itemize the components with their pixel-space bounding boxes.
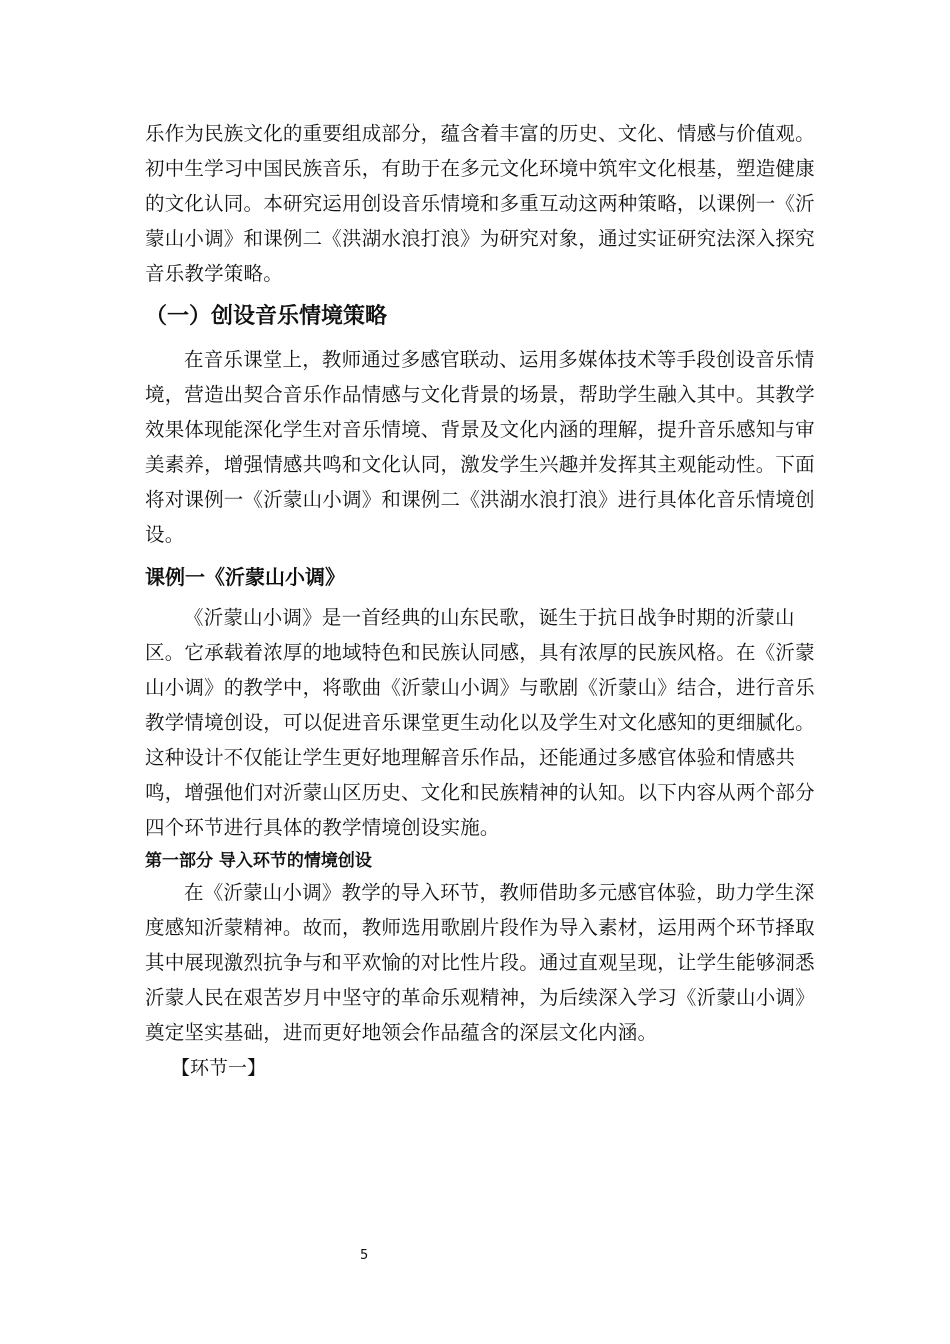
case1-line-3: 山小调》的教学中，将歌曲《沂蒙山小调》与歌剧《沂蒙山》结合，进行音乐 — [145, 676, 815, 699]
section1-line-1: 在音乐课堂上，教师通过多感官联动、运用多媒体技术等手段创设音乐情 — [184, 348, 815, 371]
part1-line-3: 其中展现激烈抗争与和平欢愉的对比性片段。通过直观呈现，让学生能够洞悉 — [145, 951, 815, 974]
intro-line-2: 初中生学习中国民族音乐，有助于在多元文化环境中筑牢文化根基，塑造健康 — [145, 157, 815, 180]
page-number: 5 — [360, 1248, 369, 1263]
case1-line-1: 《沂蒙山小调》是一首经典的山东民歌，诞生于抗日战争时期的沂蒙山 — [184, 606, 795, 629]
section1-line-4: 美素养，增强情感共鸣和文化认同，激发学生兴趣并发挥其主观能动性。下面 — [145, 453, 815, 476]
case1-line-5: 这种设计不仅能让学生更好地理解音乐作品，还能通过多感官体验和情感共 — [145, 746, 796, 769]
case1-heading: 课例一《沂蒙山小调》 — [145, 565, 345, 589]
case1-line-7: 四个环节进行具体的教学情境创设实施。 — [145, 816, 500, 839]
intro-line-4: 蒙山小调》和课例二《洪湖水浪打浪》为研究对象，通过实证研究法深入探究 — [145, 227, 815, 250]
part1-line-4: 沂蒙人民在艰苦岁月中坚守的革命乐观精神，为后续深入学习《沂蒙山小调》 — [145, 986, 815, 1009]
case1-line-2: 区。它承载着浓厚的地域特色和民族认同感，具有浓厚的民族风格。在《沂蒙 — [145, 641, 815, 664]
case1-line-6: 鸣，增强他们对沂蒙山区历史、文化和民族精神的认知。以下内容从两个部分 — [145, 781, 815, 804]
part1-line-5: 奠定坚实基础，进而更好地领会作品蕴含的深层文化内涵。 — [145, 1021, 658, 1044]
part1-line-2: 度感知沂蒙精神。故而，教师选用歌剧片段作为导入素材，运用两个环节择取 — [145, 916, 815, 939]
case1-line-4: 教学情境创设，可以促进音乐课堂更生动化以及学生对文化感知的更细腻化。 — [145, 711, 815, 734]
step-label: 【环节一】 — [171, 1057, 267, 1079]
section1-line-3: 效果体现能深化学生对音乐情境、背景及文化内涵的理解，提升音乐感知与审 — [145, 418, 815, 441]
part1-line-1: 在《沂蒙山小调》教学的导入环节，教师借助多元感官体验，助力学生深 — [184, 881, 815, 904]
part1-heading: 第一部分 导入环节的情境创设 — [145, 851, 372, 871]
section-heading-creating-music-context: （一）创设音乐情境策略 — [145, 304, 388, 329]
section1-line-6: 设。 — [145, 523, 185, 546]
intro-line-5: 音乐教学策略。 — [145, 262, 283, 285]
section1-line-5: 将对课例一《沂蒙山小调》和课例二《洪湖水浪打浪》进行具体化音乐情境创 — [145, 488, 815, 511]
intro-line-3: 的文化认同。本研究运用创设音乐情境和多重互动这两种策略，以课例一《沂 — [145, 192, 815, 215]
section1-line-2: 境，营造出契合音乐作品情感与文化背景的场景，帮助学生融入其中。其教学 — [145, 383, 815, 406]
intro-line-1: 乐作为民族文化的重要组成部分，蕴含着丰富的历史、文化、情感与价值观。 — [145, 122, 815, 145]
